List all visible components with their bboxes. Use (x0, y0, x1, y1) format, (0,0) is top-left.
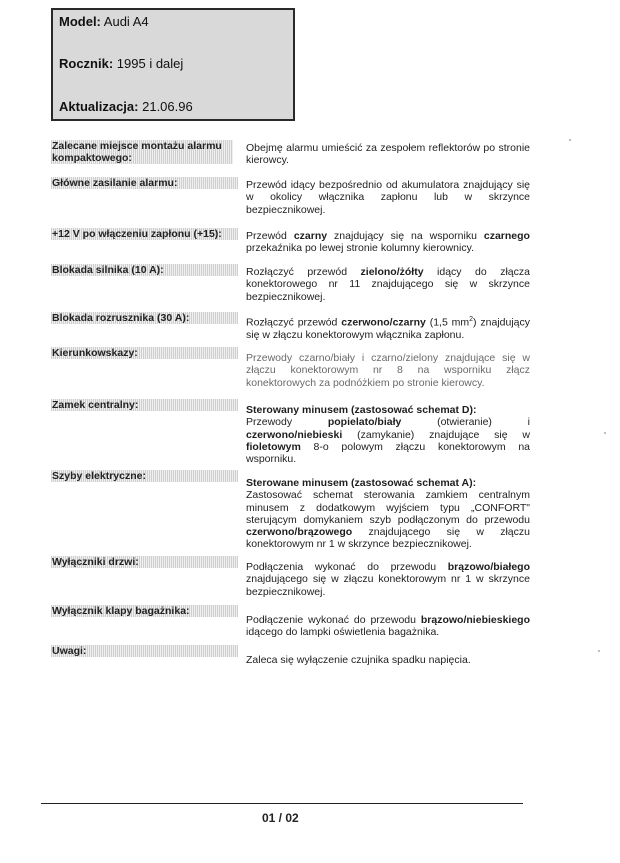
label-turn-signals: Kierunkowskazy: (51, 347, 238, 359)
model-value: Audi A4 (103, 14, 149, 29)
text-starter-block: Rozłączyć przewód czerwono/czarny (1,5 $mm^2$) znajdujący się w złączu konektorowym włącznika zapłonu. (246, 316, 531, 341)
update-label: Aktualizacja: (59, 99, 139, 114)
text-trunk-switch: Podłączenie wykonać do przewodu brązowo/niebieskiego idącego do lampki oświetlenia bagażnika. (246, 614, 530, 639)
text-turn-signals: Przewody czarno/biały i czarno/zielony znajdujące się w złączu konektorowym nr 8 na wsporniku złącz konektorowych za podnóżkiem po stronie kierowcy. (246, 352, 530, 389)
label-ignition-plus: +12 V po włączeniu zapłonu (+15): (51, 228, 238, 240)
text-ignition-plus: Przewód czarny znajdujący się na wsporniku czarnego przekaźnika po lewej stronie kolumny kierownicy. (246, 230, 530, 255)
text-mounting-location: Obejmę alarmu umieścić za zespołem reflektorów po stronie kierowcy. (246, 142, 530, 167)
model-label: Model: (59, 14, 101, 29)
model-line (59, 14, 149, 29)
update-value: 21.06.96 (142, 99, 193, 114)
header-box (51, 8, 295, 121)
label-power-windows: Szyby elektryczne: (51, 470, 238, 482)
text-main-power: Przewód idący bezpośrednio od akumulatora znajdujący się w okolicy włącznika zapłonu lub w skrzynce bezpiecznikowej. (246, 179, 530, 216)
label-trunk-switch: Wyłącznik klapy bagażnika: (51, 605, 238, 617)
text-engine-block: Rozłączyć przewód zielono/żółty idący do złącza konektorowego nr 11 znajdującego się w skrzynce bezpiecznikowej. (246, 266, 530, 303)
text-door-switches: Podłączenia wykonać do przewodu brązowo/białego znajdującego się w złączu konektorowym nr 1 w skrzynce bezpiecznikowej. (246, 561, 530, 598)
year-label: Rocznik: (59, 56, 114, 71)
page-number: 01 / 02 (262, 811, 299, 825)
scan-dot (569, 139, 571, 141)
label-main-power: Główne zasilanie alarmu: (51, 177, 238, 189)
label-central-lock: Zamek centralny: (51, 399, 238, 411)
footer-divider (41, 803, 523, 804)
text-central-lock: Sterowany minusem (zastosować schemat D): Przewody popielato/biały (otwieranie) i czerwono/niebieski (zamykanie) znajdujące się w fioletowym 8-o polowym złączu konektorowym na wsporniku. (246, 404, 530, 466)
year-line (59, 56, 183, 71)
label-notes: Uwagi: (51, 645, 238, 657)
scan-dot (598, 650, 600, 652)
label-door-switches: Wyłączniki drzwi: (51, 556, 238, 568)
scan-dot (604, 432, 606, 434)
update-line (59, 99, 193, 114)
text-notes: Zaleca się wyłączenie czujnika spadku napięcia. (246, 654, 471, 666)
label-starter-block: Blokada rozrusznika (30 A): (51, 312, 238, 324)
text-power-windows: Sterowane minusem (zastosować schemat A): Zastosować schemat sterowania zamkiem centralnym minusem z dodatkowym wyjściem typu „CONFORT" sterującym domykaniem szyb podłączonym do przewodu czerwono/brązowego znajdującego się w złączu konektorowym nr 1 w skrzynce bezpiecznikowej. (246, 477, 530, 551)
year-value: 1995 i dalej (116, 56, 184, 71)
label-mounting-location: Zalecane miejsce montażu alarmu kompaktowego: (51, 140, 233, 164)
label-engine-block: Blokada silnika (10 A): (51, 264, 238, 276)
